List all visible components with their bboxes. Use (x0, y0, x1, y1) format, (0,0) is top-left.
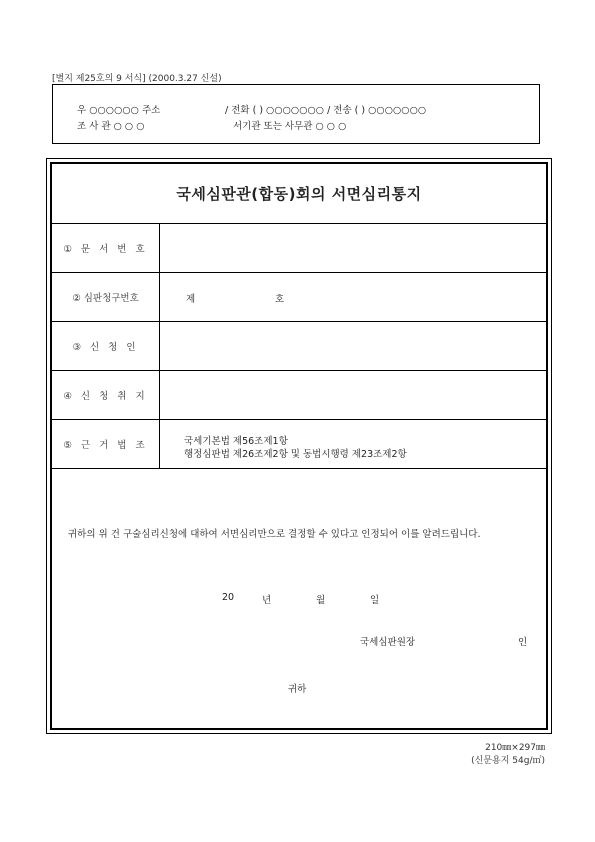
form-caption: [별지 제25호의 9 서식] (2000.3.27 신설) (52, 74, 222, 84)
date-month-unit: 월 (316, 595, 326, 606)
paper-size: 210㎜×297㎜ (485, 743, 545, 753)
legal-basis-line-2: 행정심판법 제26조제2항 및 동법시행령 제23조제2항 (184, 449, 407, 460)
value-applicant[interactable] (160, 322, 546, 370)
officer-line: 서기관 또는 사무관 ○ ○ ○ (233, 121, 347, 132)
sender-info-box (52, 84, 540, 144)
row-document-number (52, 224, 546, 273)
value-request-purpose[interactable] (160, 371, 546, 419)
date-year: 20 (222, 592, 235, 603)
appeal-number-prefix: 제 (186, 294, 196, 305)
notice-body-text: 귀하의 위 건 구술심리신청에 대하여 서면심리만으로 결정할 수 있다고 인정되어 이를 알려드립니다. (68, 529, 481, 540)
row-applicant (52, 322, 546, 371)
form-frame (46, 158, 552, 734)
label-document-number: ① 문 서 번 호 (52, 224, 160, 272)
appeal-number-suffix: 호 (275, 294, 285, 305)
label-legal-basis: ⑤ 근 거 법 조 (52, 420, 160, 468)
form-title: 국세심판관(합동)회의 서면심리통지 (52, 164, 546, 224)
address-line: 우 ○○○○○○ 주소 (77, 105, 161, 116)
label-applicant: ③ 신 청 인 (52, 322, 160, 370)
phone-fax-line: / 전화 ( ) ○○○○○○○ / 전송 ( ) ○○○○○○○ (225, 105, 427, 116)
value-legal-basis (160, 420, 546, 468)
row-legal-basis (52, 420, 546, 469)
investigator-line: 조 사 관 ○ ○ ○ (77, 121, 145, 132)
paper-type: (신문용지 54g/㎡) (471, 756, 545, 766)
recipient-honorific: 귀하 (288, 684, 307, 695)
form-body (50, 162, 548, 730)
label-request-purpose: ④ 신 청 취 지 (52, 371, 160, 419)
signer-title: 국세심판원장 (360, 637, 416, 648)
value-appeal-number[interactable] (160, 273, 546, 321)
row-request-purpose (52, 371, 546, 420)
label-appeal-number: ② 심판청구번호 (52, 273, 160, 321)
legal-basis-line-1: 국세기본법 제56조제1항 (184, 436, 288, 447)
row-appeal-number (52, 273, 546, 322)
date-day-unit: 일 (370, 595, 380, 606)
seal-mark: 인 (518, 637, 528, 648)
value-document-number[interactable] (160, 224, 546, 272)
date-year-unit: 년 (262, 595, 272, 606)
